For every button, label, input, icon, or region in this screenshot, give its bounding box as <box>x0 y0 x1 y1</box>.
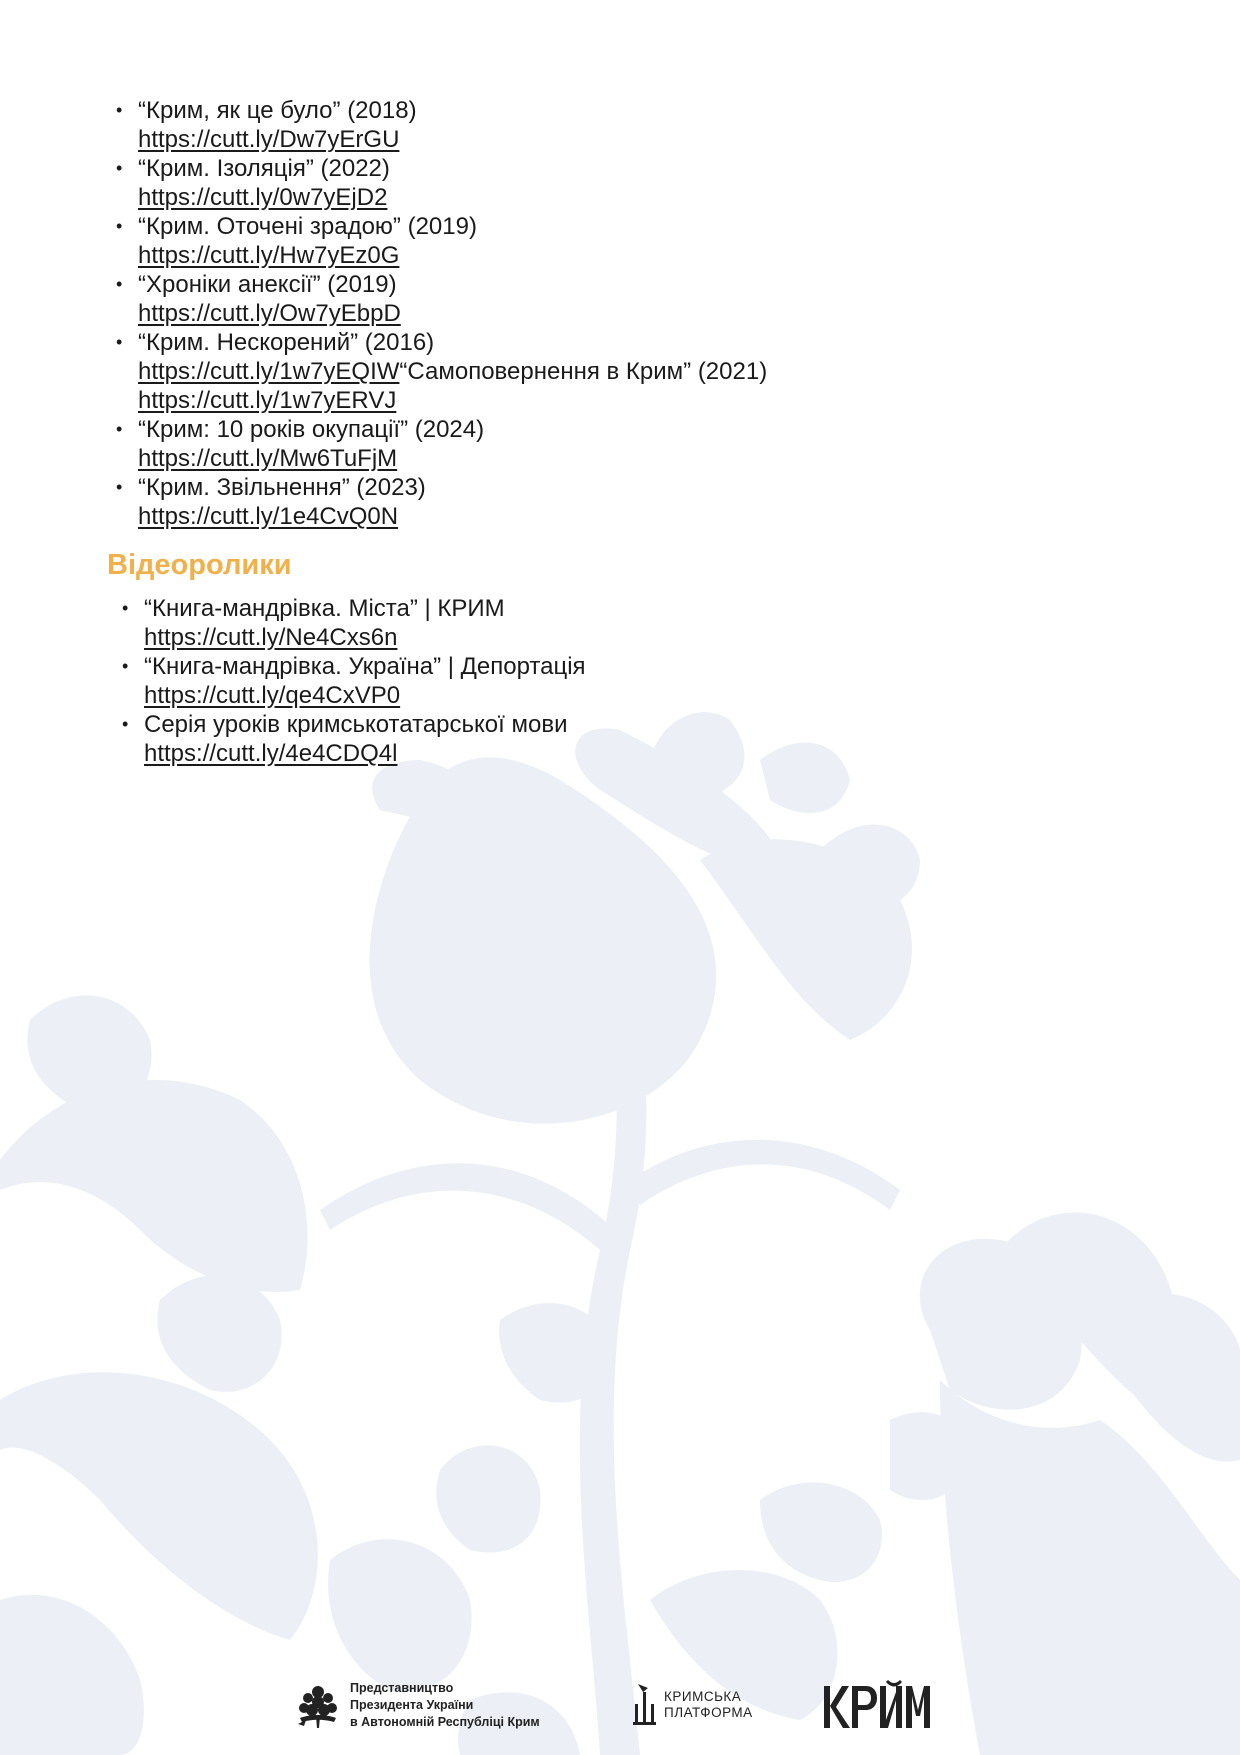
list-item <box>116 473 767 531</box>
list-item <box>116 96 767 154</box>
logo-line: ПЛАТФОРМА <box>664 1705 753 1720</box>
video-link[interactable]: https://cutt.ly/Ne4Cxs6n <box>144 624 398 651</box>
bullet: • <box>116 274 123 294</box>
footer-logos <box>0 1676 1240 1736</box>
film-title: “Крим, як це було” (2018) <box>138 97 417 124</box>
list-item <box>122 710 586 768</box>
list-item <box>116 154 767 212</box>
film-title: “Крим. Нескорений” (2016) <box>138 329 435 356</box>
bullet: • <box>116 100 123 120</box>
film-link[interactable]: https://cutt.ly/1e4CvQ0N <box>138 503 399 530</box>
bullet: • <box>116 477 123 497</box>
bullet: • <box>116 158 123 178</box>
bullet: • <box>122 598 129 618</box>
president-representation-text <box>350 1680 540 1731</box>
film-link[interactable]: https://cutt.ly/1w7yEQIW <box>138 358 400 385</box>
video-title: Серія уроків кримськотатарської мови <box>144 711 568 738</box>
film-title: “Самоповернення в Крим” (2021) <box>399 358 768 385</box>
video-title: “Книга-мандрівка. Міста” | КРИМ <box>144 595 505 622</box>
list-item <box>116 212 767 270</box>
crimea-emblem-icon <box>296 1680 340 1730</box>
film-title: “Хроніки анексії” (2019) <box>138 271 397 298</box>
video-list <box>122 594 586 768</box>
film-link[interactable]: https://cutt.ly/Mw6TuFjM <box>138 445 398 472</box>
film-list <box>116 96 768 531</box>
logo-line: в Автономній Республіці Крим <box>350 1715 540 1729</box>
video-title: “Книга-мандрівка. Україна” | Депортація <box>144 653 586 680</box>
crimean-platform-text <box>664 1689 753 1721</box>
film-title: “Крим. Оточені зрадою” (2019) <box>138 213 477 240</box>
film-title: “Крим: 10 років окупації” (2024) <box>138 416 485 443</box>
logo-line: Представництво <box>350 1681 454 1695</box>
film-link[interactable]: https://cutt.ly/1w7yERVJ <box>138 387 397 414</box>
president-representation-logo <box>296 1680 540 1731</box>
list-item <box>116 328 768 415</box>
bullet: • <box>122 714 129 734</box>
film-link[interactable]: https://cutt.ly/Hw7yEz0G <box>138 242 400 269</box>
crimean-platform-logo <box>632 1682 753 1728</box>
list-item <box>122 652 586 710</box>
film-link[interactable]: https://cutt.ly/Ow7yEbpD <box>138 300 401 327</box>
list-item <box>116 270 767 328</box>
bullet: • <box>116 216 123 236</box>
video-link[interactable]: https://cutt.ly/qe4CxVP0 <box>144 682 401 709</box>
film-link[interactable]: https://cutt.ly/Dw7yErGU <box>138 126 400 153</box>
film-title: “Крим. Звільнення” (2023) <box>138 474 426 501</box>
list-item <box>116 415 767 473</box>
bullet: • <box>116 332 123 352</box>
film-title: “Крим. Ізоляція” (2022) <box>138 155 390 182</box>
bullet: • <box>122 656 129 676</box>
krym-logo <box>822 1680 932 1732</box>
logo-line: КРИМСЬКА <box>664 1689 742 1704</box>
logo-line: Президента України <box>350 1698 474 1712</box>
section-heading-videos: Відеоролики <box>107 549 292 581</box>
crimean-platform-icon <box>632 1682 658 1728</box>
film-link[interactable]: https://cutt.ly/0w7yEjD2 <box>138 184 388 211</box>
video-link[interactable]: https://cutt.ly/4e4CDQ4l <box>144 740 398 767</box>
list-item <box>122 594 586 652</box>
bullet: • <box>116 419 123 439</box>
